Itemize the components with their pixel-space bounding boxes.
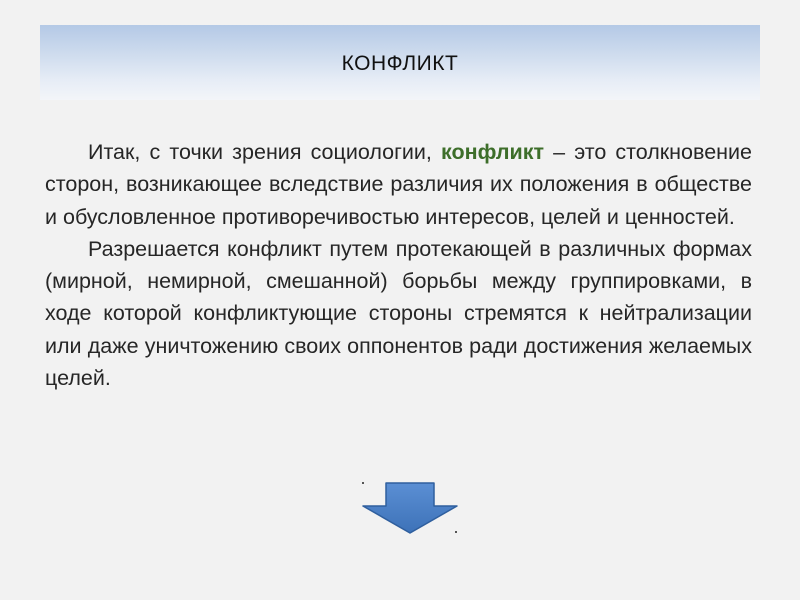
slide-body xyxy=(45,136,752,394)
paragraph-definition xyxy=(45,136,752,233)
slide-title: КОНФЛИКТ xyxy=(341,52,459,75)
paragraph-definition-lead: Итак, с точки зрения социологии, xyxy=(88,140,442,164)
paragraph-resolution: Разрешается конфликт путем протекающей в различных формах (мирной, немирной, смешанной) борьбы между группировками, в ходе которой конфликтующие стороны стремятся к нейтрализации или даже уничтожению своих оппонентов ради достижения желаемых целей. xyxy=(45,236,752,391)
title-band xyxy=(40,25,760,100)
down-arrow-icon xyxy=(360,478,460,538)
decorative-dot xyxy=(362,482,364,484)
decorative-dot xyxy=(455,531,457,533)
paragraph-definition-rest: – это столкновение сторон, возникающее вследствие различия их положения в обществе и обусловленное противоречивостью интересов, целей и ценностей. xyxy=(45,140,752,229)
highlighted-term: конфликт xyxy=(441,140,545,164)
